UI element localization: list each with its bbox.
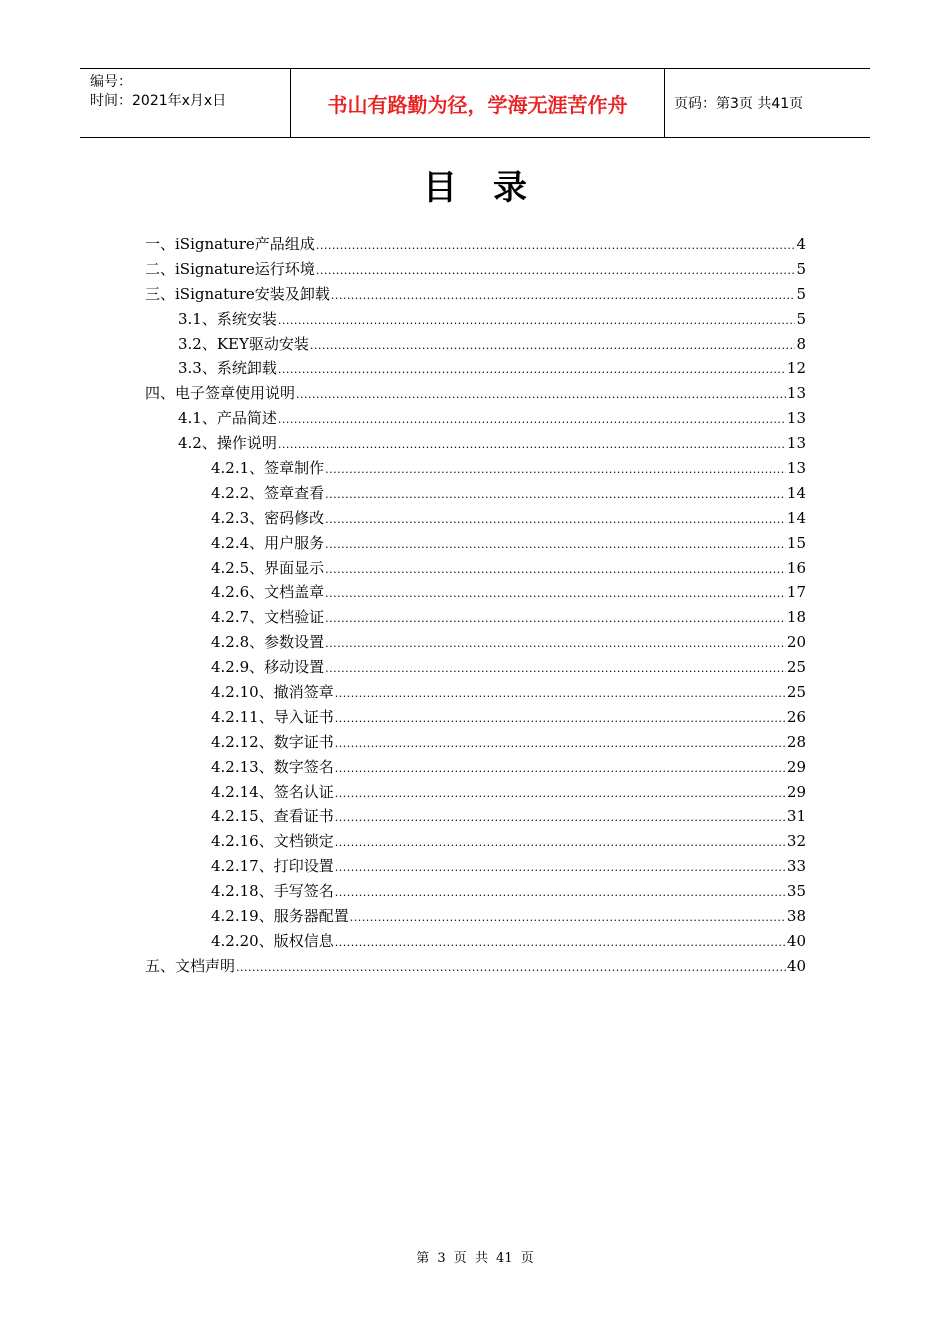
page-title: 目录 xyxy=(423,168,563,208)
toc-entry[interactable] xyxy=(145,457,806,482)
toc-entry[interactable] xyxy=(145,880,806,905)
toc-entry-page: 25 xyxy=(786,683,806,702)
toc-entry[interactable] xyxy=(145,681,806,706)
toc-entry[interactable] xyxy=(145,357,806,382)
header-motto: 书山有路勤为径，学海无涯苦作舟 xyxy=(291,69,665,137)
toc-entry-label: 4.2.7、文档验证 xyxy=(211,608,325,627)
toc-leader-dots xyxy=(316,264,796,277)
toc-entry-label: 3.1、系统安装 xyxy=(178,309,277,328)
page-footer: 第 3 页 共 41 页 xyxy=(416,1251,534,1266)
toc-entry-label: 3.3、系统卸载 xyxy=(178,359,277,378)
toc-entry[interactable] xyxy=(145,631,806,656)
toc-leader-dots xyxy=(335,936,786,949)
toc-leader-dots xyxy=(325,612,786,625)
toc-entry[interactable] xyxy=(145,955,806,980)
toc-entry-label: 4.2.15、查看证书 xyxy=(211,807,334,826)
toc-entry[interactable] xyxy=(145,756,806,781)
toc-entry[interactable] xyxy=(145,905,806,930)
header-page-info: 页码：第3页 共41页 xyxy=(674,96,804,112)
toc-entry-page: 14 xyxy=(786,483,806,502)
toc-leader-dots xyxy=(335,861,786,874)
toc-entry[interactable] xyxy=(145,731,806,756)
toc-entry-page: 13 xyxy=(786,384,806,403)
toc-entry-label: 3.2、KEY驱动安装 xyxy=(178,334,309,353)
toc-entry[interactable] xyxy=(145,507,806,532)
toc-leader-dots xyxy=(335,737,786,750)
toc-entry-label: 一、iSignature产品组成 xyxy=(145,235,315,253)
toc-entry[interactable] xyxy=(145,930,806,955)
toc-entry-page: 13 xyxy=(786,459,806,478)
toc-leader-dots xyxy=(325,463,786,476)
toc-leader-dots xyxy=(296,388,786,401)
toc-entry[interactable] xyxy=(145,581,806,606)
toc-entry-page: 16 xyxy=(786,558,806,577)
toc-entry[interactable] xyxy=(145,407,806,432)
toc-entry-page: 5 xyxy=(796,259,806,278)
toc-entry-page: 40 xyxy=(786,956,806,975)
toc-entry[interactable] xyxy=(145,855,806,880)
toc-entry[interactable] xyxy=(145,382,806,407)
toc-entry-page: 8 xyxy=(796,334,806,353)
toc-leader-dots xyxy=(278,438,786,451)
toc-entry[interactable] xyxy=(145,432,806,457)
toc-entry-page: 38 xyxy=(786,907,806,926)
toc-entry-page: 40 xyxy=(786,931,806,950)
page-header xyxy=(80,68,870,138)
toc-leader-dots xyxy=(278,413,786,426)
toc-entry-label: 4.2、操作说明 xyxy=(178,434,277,453)
toc-entry[interactable] xyxy=(145,706,806,731)
toc-leader-dots xyxy=(325,488,786,501)
toc-entry[interactable] xyxy=(145,830,806,855)
toc-leader-dots xyxy=(325,538,786,551)
toc-leader-dots xyxy=(278,314,796,327)
toc-entry[interactable] xyxy=(145,532,806,557)
toc-entry-label: 4.2.5、界面显示 xyxy=(211,558,325,577)
toc-entry-page: 35 xyxy=(786,882,806,901)
table-of-contents xyxy=(145,233,806,980)
toc-entry-label: 4.2.14、签名认证 xyxy=(211,782,334,801)
toc-entry-label: 4.2.3、密码修改 xyxy=(211,508,325,527)
toc-leader-dots xyxy=(236,961,786,974)
toc-entry-page: 17 xyxy=(786,583,806,602)
toc-entry-page: 20 xyxy=(786,633,806,652)
toc-entry-label: 4.2.13、数字签名 xyxy=(211,757,334,776)
toc-leader-dots xyxy=(316,239,796,252)
toc-entry[interactable] xyxy=(145,606,806,631)
toc-entry[interactable] xyxy=(145,805,806,830)
toc-entry[interactable] xyxy=(145,308,806,333)
toc-entry-page: 13 xyxy=(786,409,806,428)
toc-leader-dots xyxy=(325,637,786,650)
toc-entry-page: 26 xyxy=(786,707,806,726)
toc-entry-page: 29 xyxy=(786,782,806,801)
toc-entry-page: 31 xyxy=(786,807,806,826)
toc-entry-label: 二、iSignature运行环境 xyxy=(145,259,315,278)
toc-leader-dots xyxy=(325,563,786,576)
toc-leader-dots xyxy=(331,289,796,302)
toc-entry-label: 4.2.12、数字证书 xyxy=(211,732,334,751)
toc-leader-dots xyxy=(325,662,786,675)
toc-entry[interactable] xyxy=(145,333,806,358)
toc-entry-label: 4.2.4、用户服务 xyxy=(211,533,325,552)
toc-entry-label: 4.2.9、移动设置 xyxy=(211,658,325,677)
toc-entry-label: 4.2.16、文档锁定 xyxy=(211,832,334,851)
toc-entry[interactable] xyxy=(145,656,806,681)
toc-leader-dots xyxy=(278,363,786,376)
toc-entry-page: 4 xyxy=(796,235,806,253)
toc-entry-label: 4.2.8、参数设置 xyxy=(211,633,325,652)
toc-entry[interactable] xyxy=(145,258,806,283)
toc-leader-dots xyxy=(325,513,786,526)
toc-leader-dots xyxy=(335,886,786,899)
toc-entry-page: 13 xyxy=(786,434,806,453)
toc-entry[interactable] xyxy=(145,781,806,806)
toc-entry-label: 4.1、产品简述 xyxy=(178,409,277,428)
toc-leader-dots xyxy=(335,762,786,775)
toc-entry-page: 15 xyxy=(786,533,806,552)
toc-leader-dots xyxy=(335,836,786,849)
toc-entry-label: 4.2.11、导入证书 xyxy=(211,707,334,726)
toc-leader-dots xyxy=(325,587,786,600)
toc-entry-page: 32 xyxy=(786,832,806,851)
header-meta xyxy=(80,69,291,137)
toc-leader-dots xyxy=(310,339,796,352)
toc-entry-page: 5 xyxy=(796,284,806,303)
toc-entry[interactable] xyxy=(145,233,806,258)
toc-entry-page: 14 xyxy=(786,508,806,527)
toc-entry-page: 25 xyxy=(786,658,806,677)
toc-entry-page: 18 xyxy=(786,608,806,627)
toc-entry-label: 4.2.17、打印设置 xyxy=(211,857,334,876)
toc-entry-label: 4.2.1、签章制作 xyxy=(211,459,325,478)
time-label: 时间：2021年x月x日 xyxy=(90,93,227,109)
toc-entry-label: 4.2.19、服务器配置 xyxy=(211,907,349,926)
toc-entry-page: 5 xyxy=(796,309,806,328)
toc-entry-label: 4.2.20、版权信息 xyxy=(211,931,334,950)
toc-entry-label: 4.2.2、签章查看 xyxy=(211,483,325,502)
toc-entry-label: 三、iSignature安装及卸载 xyxy=(145,284,330,303)
toc-entry-page: 12 xyxy=(786,359,806,378)
toc-entry-label: 五、文档声明 xyxy=(145,956,236,975)
serial-label: 编号： xyxy=(90,74,132,90)
toc-leader-dots xyxy=(335,687,786,700)
toc-leader-dots xyxy=(335,811,786,824)
toc-entry-label: 4.2.10、撤消签章 xyxy=(211,683,334,702)
toc-entry-page: 33 xyxy=(786,857,806,876)
toc-leader-dots xyxy=(335,787,786,800)
toc-entry[interactable] xyxy=(145,482,806,507)
toc-entry-label: 4.2.18、手写签名 xyxy=(211,882,334,901)
toc-entry-page: 29 xyxy=(786,757,806,776)
toc-entry-page: 28 xyxy=(786,732,806,751)
toc-entry-label: 四、电子签章使用说明 xyxy=(145,384,296,403)
toc-leader-dots xyxy=(335,712,786,725)
toc-leader-dots xyxy=(350,911,786,924)
toc-entry[interactable] xyxy=(145,283,806,308)
toc-entry-label: 4.2.6、文档盖章 xyxy=(211,583,325,602)
toc-entry[interactable] xyxy=(145,557,806,582)
